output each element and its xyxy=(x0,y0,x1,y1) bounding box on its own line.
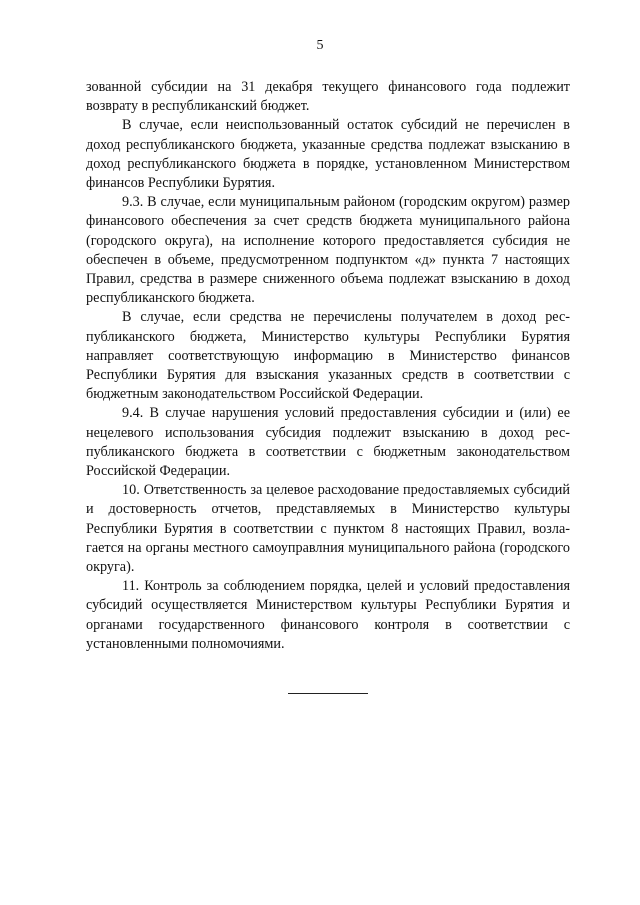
paragraph-not-transferred: В случае, если средства не перечислены получателем в доход республиканского бюджета, Министерство культуры Республики Бурятия направляет соответствующую информацию в Министерство финансов Республики Бурятия для взыскания указанных средств в соответствии с бюджетным законодательством Российской Федерации. xyxy=(86,309,570,403)
document-body xyxy=(86,78,570,654)
page-number: 5 xyxy=(316,38,324,53)
paragraph-11: 11. Контроль за соблюдением порядка, целей и условий предоставления субсидий осуществляется Министерством культуры Республики Бурятия и органами государственного финансового контроля в соответствии с установленными полномочиями. xyxy=(86,578,570,652)
paragraph-10: 10. Ответственность за целевое расходование предоставляемых субсидий и достоверность отчетов, представляемых в Министерство культуры Республики Бурятия в соответствии с пунктом 8 настоящих Правил, возлагается на органы местного самоуправлния муниципального района (городского округа). xyxy=(86,482,570,576)
paragraph-9-4: 9.4. В случае нарушения условий предоставления субсидии и (или) ее нецелевого использования субсидия подлежит взысканию в доход республиканского бюджета в соответствии с бюджетным законодательством Российской Федерации. xyxy=(86,405,570,480)
paragraph-unused-balance: В случае, если неиспользованный остаток субсидий не перечислен в доход республиканского бюджета, указанные средства подлежат взыскaнию в доход республиканского бюджета в порядке, установленном Министерством финансов Республики Бурятия. xyxy=(86,117,570,192)
paragraph-9-3: 9.3. В случае, если муниципальным районом (городским округом) размер финансового обеспечения за счет средств бюджета муниципального района (городского округа), на исполнение которого предоставляется субсидия не обеспечен в объеме, предусмотренном подпунктом «д» пункта 7 настоящих Правил, средства в размере сниженного объема подлежат взысканию в доход республиканского бюджета. xyxy=(86,194,570,307)
paragraph-continuation: зованной субсидии на 31 декабря текущего финансового года подлежит возврату в республиканский бюджет. xyxy=(86,79,570,115)
end-of-text-rule xyxy=(288,693,368,694)
